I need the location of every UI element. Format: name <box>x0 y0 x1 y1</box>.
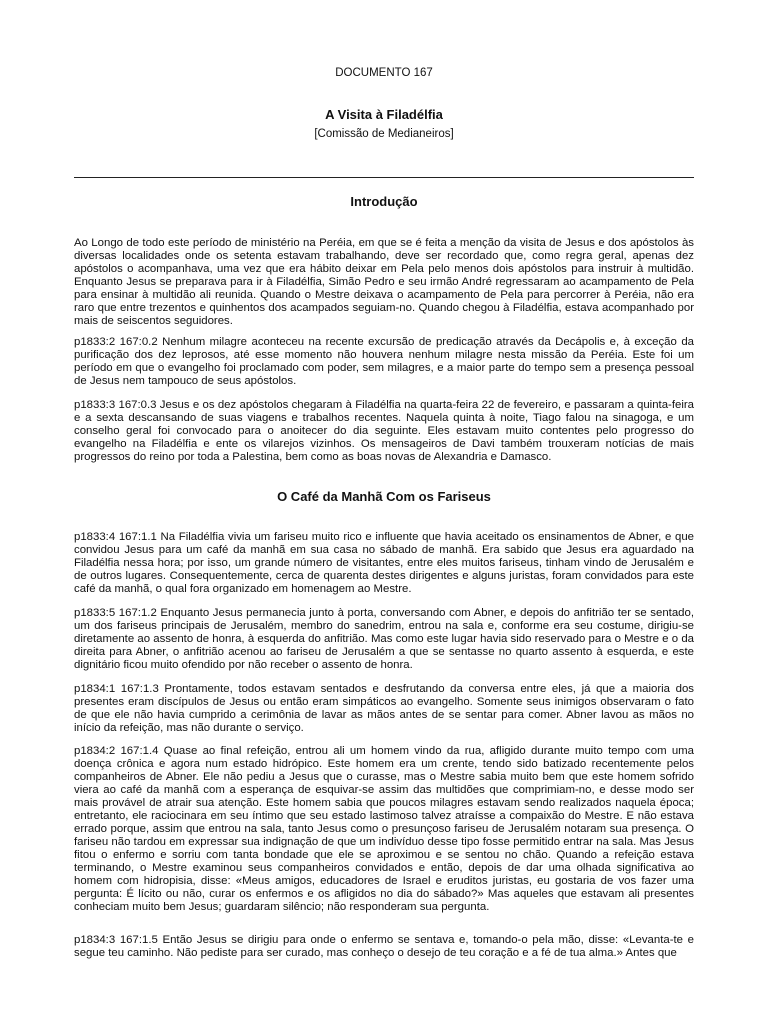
paragraph: p1833:5 167:1.2 Enquanto Jesus permanecia junto à porta, conversando com Abner, e depois do anfitrião ter se sentado, um dos fariseus principais de Jerusalém, membro do sanedrim, entrou na sala e, conforme era seu costume, dirigiu-se diretamente ao assento de honra, à esquerda do anfitrião. Mas como este lugar havia sido reservado para o Mestre e o da direita para Abner, o anfitrião acenou ao fariseu de Jerusalém a que se sentasse no quarto assento à esquerda, e este dignitário ficou muito ofendido por não receber o assento de honra. <box>74 607 694 671</box>
paragraph: p1833:4 167:1.1 Na Filadélfia vivia um fariseu muito rico e influente que havia aceitado os ensinamentos de Abner, e que convidou Jesus para um café da manhã em sua casa no sábado de manhã. Era sabido que Jesus era aguardado na Filadélfia nessa hora; por isso, um grande número de visitantes, entre eles muitos fariseus, tinham vindo de Jerusalém e de outros lugares. Consequentemente, cerca de quarenta destes dirigentes e alguns juristas, foram convidados para este café da manhã, o qual fora organizado em homenagem ao Mestre. <box>74 531 694 595</box>
paragraph: p1834:2 167:1.4 Quase ao final refeição, entrou ali um homem vindo da rua, afligido durante muito tempo com uma doença crônica e agora num estado hidrópico. Este homem era um crente, tendo sido batizado recentemente pelos companheiros de Abner. Ele não pediu a Jesus que o curasse, mas o Mestre sabia muito bem que este homem sofrido viera ao café da manhã com a esperança de esquivar-se assim das multidões que comprimiam-no, e desse modo ser mais provável de atrair sua atenção. Este homem sabia que poucos milagres estavam sendo realizados naquela época; entretanto, ele raciocinara em seu íntimo que seu estado lastimoso talvez atraísse a compaixão do Mestre. E não estava errado porque, assim que entrou na sala, tanto Jesus como o presunçoso fariseu de Jerusalém notaram sua presença. O fariseu não tardou em expressar sua indignação de que um indivíduo desse tipo fosse permitido entrar na sala. Mas Jesus fitou o enfermo e sorriu com tanta bondade que ele se aproximou e se sentou no chão. Quando a refeição estava terminando, o Mestre examinou seus companheiros convidados e então, depois de dar uma olhada significativa ao homem com hidropisia, disse: «Meus amigos, educadores de Israel e eruditos juristas, eu gostaria de vos fazer uma pergunta: É lícito ou não, curar os enfermos e os afligidos no dia do sábado?» Mas aqueles que estavam ali presentes conheciam muito bem Jesus; guardaram silêncio; não responderam sua pergunta. <box>74 745 694 913</box>
section-heading-introducao: Introdução <box>350 194 418 209</box>
page-subtitle: [Comissão de Medianeiros] <box>314 128 454 140</box>
document-number: DOCUMENTO 167 <box>335 67 433 79</box>
paragraph: p1833:2 167:0.2 Nenhum milagre aconteceu na recente excursão de predicação através da Decápolis e, à exceção da purificação dos dez leprosos, até esse momento não houvera nenhum milagre nesta missão da Peréia. Este foi um período em que o evangelho foi proclamado com poder, sem milagres, e a maior parte do tempo sem a presença pessoal de Jesus nem tampouco de seus apóstolos. <box>74 336 694 387</box>
section-heading-cafe-da-manha: O Café da Manhã Com os Fariseus <box>277 489 491 504</box>
paragraph: Ao Longo de todo este período de ministério na Peréia, em que se é feita a menção da visita de Jesus e dos apóstolos às diversas localidades onde os setenta estavam trabalhando, deve ser recordado que, como regra geral, apenas dez apóstolos o acompanhava, uma vez que era hábito deixar em Pela pelo menos dois apóstolos para instruir à multidão. Enquanto Jesus se preparava para ir à Filadélfia, Simão Pedro e seu irmão André regressaram ao acampamento de Pela para ensinar à multidão ali reunida. Quando o Mestre deixava o acampamento de Pela para percorrer à Peréia, não era raro que entre trezentos e quinhentos dos acampados seguiam-no. Quando chegou à Filadélfia, estava acompanhado por mais de seiscentos seguidores. <box>74 237 694 327</box>
paragraph: p1834:1 167:1.3 Prontamente, todos estavam sentados e desfrutando da conversa entre eles, já que a maioria dos presentes eram discípulos de Jesus ou então eram simpáticos ao evangelho. Somente seus inimigos observaram o fato de que ele não havia cumprido a cerimônia de lavar as mãos antes de se sentar para comer. Abner lavou as mãos no início da refeição, mas não durante o serviço. <box>74 683 694 734</box>
page-title: A Visita à Filadélfia <box>325 107 443 122</box>
horizontal-divider <box>74 177 694 178</box>
paragraph: p1834:3 167:1.5 Então Jesus se dirigiu para onde o enfermo se sentava e, tomando-o pela mão, disse: «Levanta-te e segue teu caminho. Não pediste para ser curado, mas conheço o desejo de teu coração e a fé de tua alma.» Antes que <box>74 934 694 959</box>
paragraph: p1833:3 167:0.3 Jesus e os dez apóstolos chegaram à Filadélfia na quarta-feira 22 de fevereiro, e passaram a quinta-feira e a sexta descansando de suas viagens e trabalhos recentes. Naquela quinta à noite, Tiago falou na sinagoga, e um conselho geral foi convocado para o anoitecer do dia seguinte. Eles estavam muito contentes pelo progresso do evangelho na Filadélfia e ente os vilarejos vizinhos. Os mensageiros de Davi também trouxeram notícias de mais progressos do reino por toda a Palestina, bem como as boas novas de Alexandria e Damasco. <box>74 399 694 463</box>
